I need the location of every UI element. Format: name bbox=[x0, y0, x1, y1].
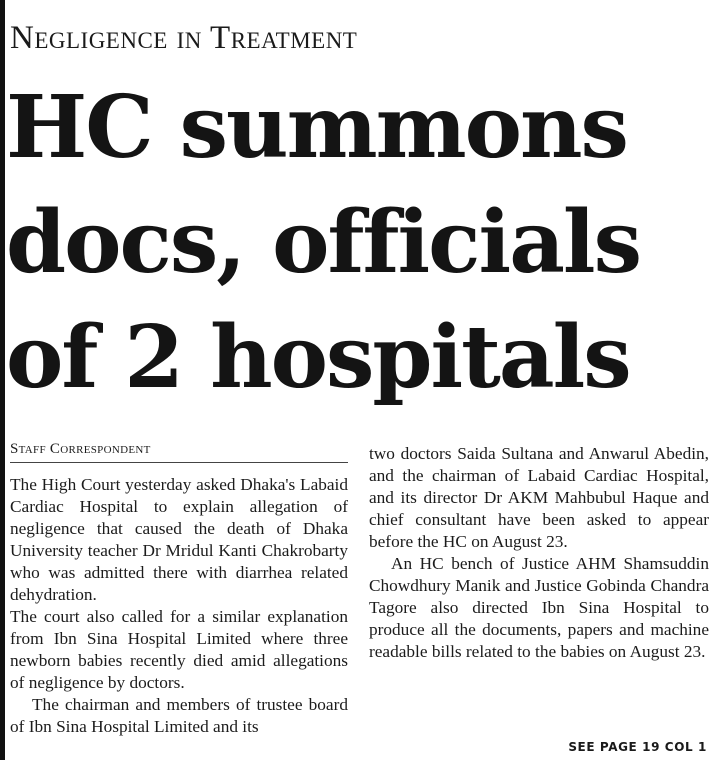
continuation-link[interactable]: SEE PAGE 19 COL 1 bbox=[568, 740, 707, 754]
paragraph: two doctors Saida Sultana and Anwarul Abedin, and the chairman of Labaid Cardiac Hospital, and its director Dr AKM Mahbubul Haque and chief consultant have been asked to appear before the HC on August 23. bbox=[369, 444, 709, 551]
headline-line: docs, officials bbox=[6, 192, 641, 293]
paragraph: The chairman and members of trustee board of Ibn Sina Hospital Limited and its bbox=[10, 695, 348, 736]
byline: Staff Correspondent bbox=[10, 440, 348, 463]
paragraph: An HC bench of Justice AHM Shamsuddin Chowdhury Manik and Justice Gobinda Chandra Tagore also directed Ibn Sina Hospital to produce all the documents, papers and machine readable bills related to the babies on August 23. bbox=[369, 554, 709, 661]
headline bbox=[6, 70, 714, 415]
headline-line: of 2 hospitals bbox=[6, 307, 630, 408]
article-column-left bbox=[10, 440, 348, 738]
headline-line: HC summons bbox=[6, 77, 627, 178]
paragraph: The court also called for a similar explanation from Ibn Sina Hospital Limited where three newborn babies recently died amid allegations of negligence by doctors. bbox=[10, 607, 348, 692]
paragraph: The High Court yesterday asked Dhaka's Labaid Cardiac Hospital to explain allegation of negligence that caused the death of Dhaka University teacher Dr Mridul Kanti Chakrobarty who was admitted there with diarrhea related dehydration. bbox=[10, 475, 348, 604]
article-column-right bbox=[369, 443, 709, 663]
page-edge-bar bbox=[0, 0, 5, 760]
kicker: Negligence in Treatment bbox=[10, 20, 358, 56]
